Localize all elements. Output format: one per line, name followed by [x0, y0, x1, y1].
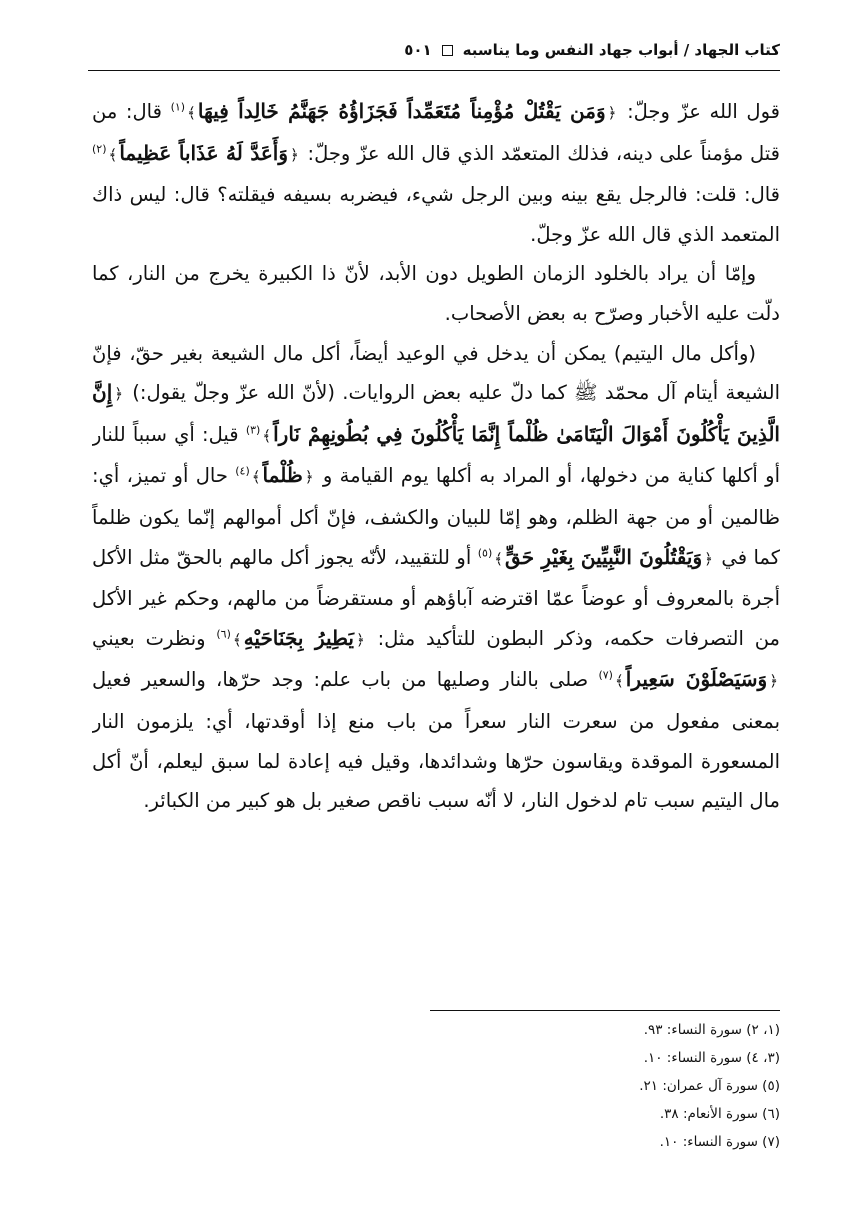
- footnote-item: (١، ٢) سورة النساء: ٩٣.: [643, 1022, 780, 1038]
- quran-verse: ظُلْماً: [262, 463, 303, 488]
- footnote-rule: [430, 1010, 780, 1011]
- paragraph-1: [92, 92, 780, 254]
- quran-close-bracket-icon: ﴾: [232, 630, 242, 649]
- footnote-marker: (٧): [598, 668, 613, 682]
- quran-verse: إِنَّ الَّذِينَ يَأْكُلُونَ أَمْوَالَ الْيَتَامَىٰ ظُلْماً إِنَّمَا يَأْكُلُونَ فِي بُطُونِهِمْ نَاراً: [92, 380, 780, 446]
- text-run: أو للتقييد، لأنّه يجوز أكل مالهم بالحقّ مثل الأكل أجرة بالمعروف أو عوضاً عمّا اقترضه آباؤهم أو مستقرضاً من مالهم، وحكم غير الأكل من التصرفات حكمه، وذكر البطون للتأكيد مثل:: [92, 545, 780, 650]
- text-run: قول الله عزّ وجلّ:: [618, 100, 780, 123]
- quran-open-bracket-icon: ﴿: [704, 549, 713, 568]
- quran-verse: وَسَيَصْلَوْنَ سَعِيراً: [625, 667, 768, 692]
- header-rule: [88, 70, 780, 71]
- text-run: قيل: أي سبباً للنار أو أكلها كناية من دخولها، أو المراد به أكلها يوم القيامة و: [92, 422, 780, 488]
- text-run: ونظرت بعيني: [92, 626, 217, 650]
- footnote-marker: (٣): [245, 423, 261, 437]
- footnote-marker: (٦): [216, 627, 231, 641]
- paragraph-3: [92, 334, 780, 821]
- quran-open-bracket-icon: ﴿: [356, 630, 365, 649]
- quran-open-bracket-icon: ﴿: [290, 145, 299, 164]
- header-page-number: ٥٠١: [404, 41, 432, 59]
- footnote-marker: (١): [170, 100, 186, 114]
- quran-close-bracket-icon: ﴾: [187, 104, 196, 122]
- quran-close-bracket-icon: ﴾: [262, 426, 272, 445]
- header-book-title: كتاب الجهاد / أبواب جهاد النفس وما يناسبه: [462, 41, 780, 59]
- header-separator-square-icon: [442, 45, 453, 56]
- footnote-marker: (٥): [477, 546, 493, 560]
- footnote-item: (٦) سورة الأنعام: ٣٨.: [659, 1106, 780, 1122]
- quran-verse: وَيَقْتُلُونَ النَّبِيِّينَ بِغَيْرِ حَقٍّ: [505, 544, 703, 569]
- body-text: [92, 92, 780, 987]
- footnote-marker: (٤): [235, 464, 250, 478]
- quran-open-bracket-icon: ﴿: [304, 468, 314, 487]
- text-run: صلى بالنار وصليها من باب علم: وجد حرّها، والسعير فعيل بمعنى مفعول من سعرت النار سعراً من باب منع إذا أوقدتها، أي: يلزمون النار المسعورة الموقدة ويقاسون حرّها وشدائدها، وقيل فيه إعادة لما سبق ليعلم، أنّ أكل مال اليتيم سبب تام لدخول النار، لا أنّه سبب ناقص صغير بل هو كبير من الكبائر.: [92, 668, 780, 813]
- quran-close-bracket-icon: ﴾: [494, 549, 504, 568]
- quran-open-bracket-icon: ﴿: [607, 104, 617, 122]
- text-run: (وأكل مال اليتيم) يمكن أن يدخل في الوعيد أيضاً، أكل مال الشيعة بغير حقّ، فإنّ الشيعة أيتام آل محمّد ﷺ كما دلّ عليه بعض الروايات. (لأنّ الله عزّ وجلّ يقول:): [92, 341, 780, 405]
- text-run: حال أو تميز، أي: ظالمين أو من جهة الظلم، وهو إمّا للبيان والكشف، فإنّ أكل أموالهم إنّما يكون ظلماً كما في: [92, 464, 780, 569]
- footnote-item: (٧) سورة النساء: ١٠.: [659, 1134, 780, 1150]
- footnote-item: (٥) سورة آل عمران: ٢١.: [639, 1078, 780, 1094]
- footnote-item: (٣، ٤) سورة النساء: ١٠.: [643, 1050, 780, 1066]
- quran-verse: وَمَن يَقْتُلْ مُؤْمِناً مُتَعَمِّداً فَجَزَاؤُهُ جَهَنَّمُ خَالِداً فِيهَا: [197, 99, 606, 123]
- footnote-marker: (٢): [92, 142, 107, 156]
- quran-open-bracket-icon: ﴿: [769, 672, 779, 691]
- text-run: قال: قلت: فالرجل يقع بينه وبين الرجل شيء، فيضربه بسيفه فيقلته؟ قال: ليس ذاك المتعمد الذي قال الله عزّ وجلّ.: [92, 183, 780, 246]
- footnotes: [100, 1016, 780, 1156]
- quran-close-bracket-icon: ﴾: [251, 468, 261, 487]
- text-run: قال: من قتل مؤمناً على دينه، فذلك المتعمّد الذي قال الله عزّ وجلّ:: [92, 100, 780, 165]
- running-header: [88, 36, 780, 64]
- quran-verse: يَطِيرُ بِجَنَاحَيْهِ: [243, 625, 354, 650]
- quran-verse: وَأَعَدَّ لَهُ عَذَاباً عَظِيماً: [119, 140, 288, 165]
- paragraph-2: وإمّا أن يراد بالخلود الزمان الطويل دون الأبد، لأنّ ذا الكبيرة يخرج من النار، كما دلّت عليه الأخبار وصرّح به بعض الأصحاب.: [92, 262, 780, 325]
- quran-open-bracket-icon: ﴿: [114, 385, 124, 404]
- quran-close-bracket-icon: ﴾: [108, 145, 118, 164]
- quran-close-bracket-icon: ﴾: [614, 672, 624, 691]
